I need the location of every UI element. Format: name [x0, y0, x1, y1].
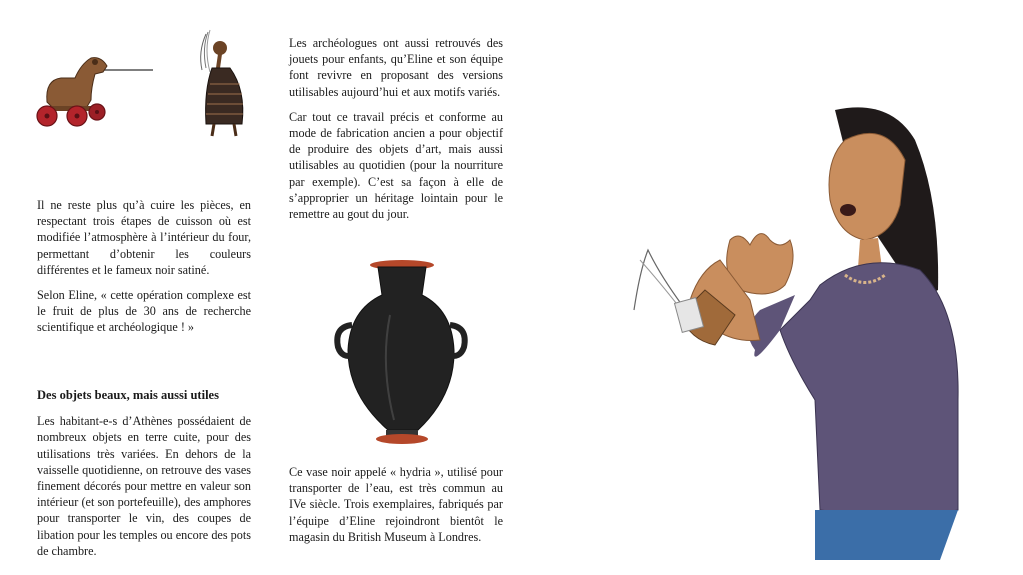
column-middle-caption [289, 464, 503, 554]
paragraph-athens-objects: Les habitant-e-s d’Athènes possédaient de nombreux objets en terre cuite, pour des utilisations très variées. En dehors de la vaisselle quotidienne, on retrouve des vases finement décorés pour mettre en valeur son intérieur (et son portefeuille), des amphores pour transporter le vin, des coupes de libation pour les temples ou encore des pots de chambre. [37, 414, 251, 558]
toy-horse-illustration [25, 50, 160, 140]
hydria-vase-illustration [330, 255, 470, 450]
column-middle-top [289, 35, 503, 231]
paragraph-firing: Il ne reste plus qu’à cuire les pièces, en respectant trois étapes de cuisson où est modifiée l’atmosphère à l’intérieur du four, permettant d’obtenir les couleurs différentes et le fameux noir satiné. [37, 198, 251, 277]
paragraph-toys: Les archéologues ont aussi retrouvés des jouets pour enfants, qu’Eline et son équipe font revivre en proposant des versions utilisables aujourd’hui et aux motifs variés. [289, 36, 503, 99]
section-heading: Des objets beaux, mais aussi utiles [37, 388, 219, 402]
vase-caption: Ce vase noir appelé « hydria », utilisé pour transporter de l’eau, est très commun au IVe siècle. Trois exemplaires, fabriqués par l’équipe d’Eline rejoindront bientôt le magasin du British Museum à Londres. [289, 465, 503, 544]
paragraph-eline-quote: Selon Eline, « cette opération complexe est le fruit de plus de 30 ans de recherche scientifique et archéologique ! » [37, 288, 251, 335]
paragraph-purpose: Car tout ce travail précis et conforme au mode de fabrication ancien a pour objectif de produire des objets d’art, mais aussi utilisables au quotidien (pour la nourriture par exemple). C’est sa façon à elle de s’approprier un héritage lointain pour le remettre au gout du jour. [289, 109, 503, 222]
eline-portrait-illustration [620, 100, 960, 560]
column-left-top [37, 197, 251, 345]
toy-doll-illustration [190, 28, 260, 143]
column-left-bottom [37, 387, 251, 568]
